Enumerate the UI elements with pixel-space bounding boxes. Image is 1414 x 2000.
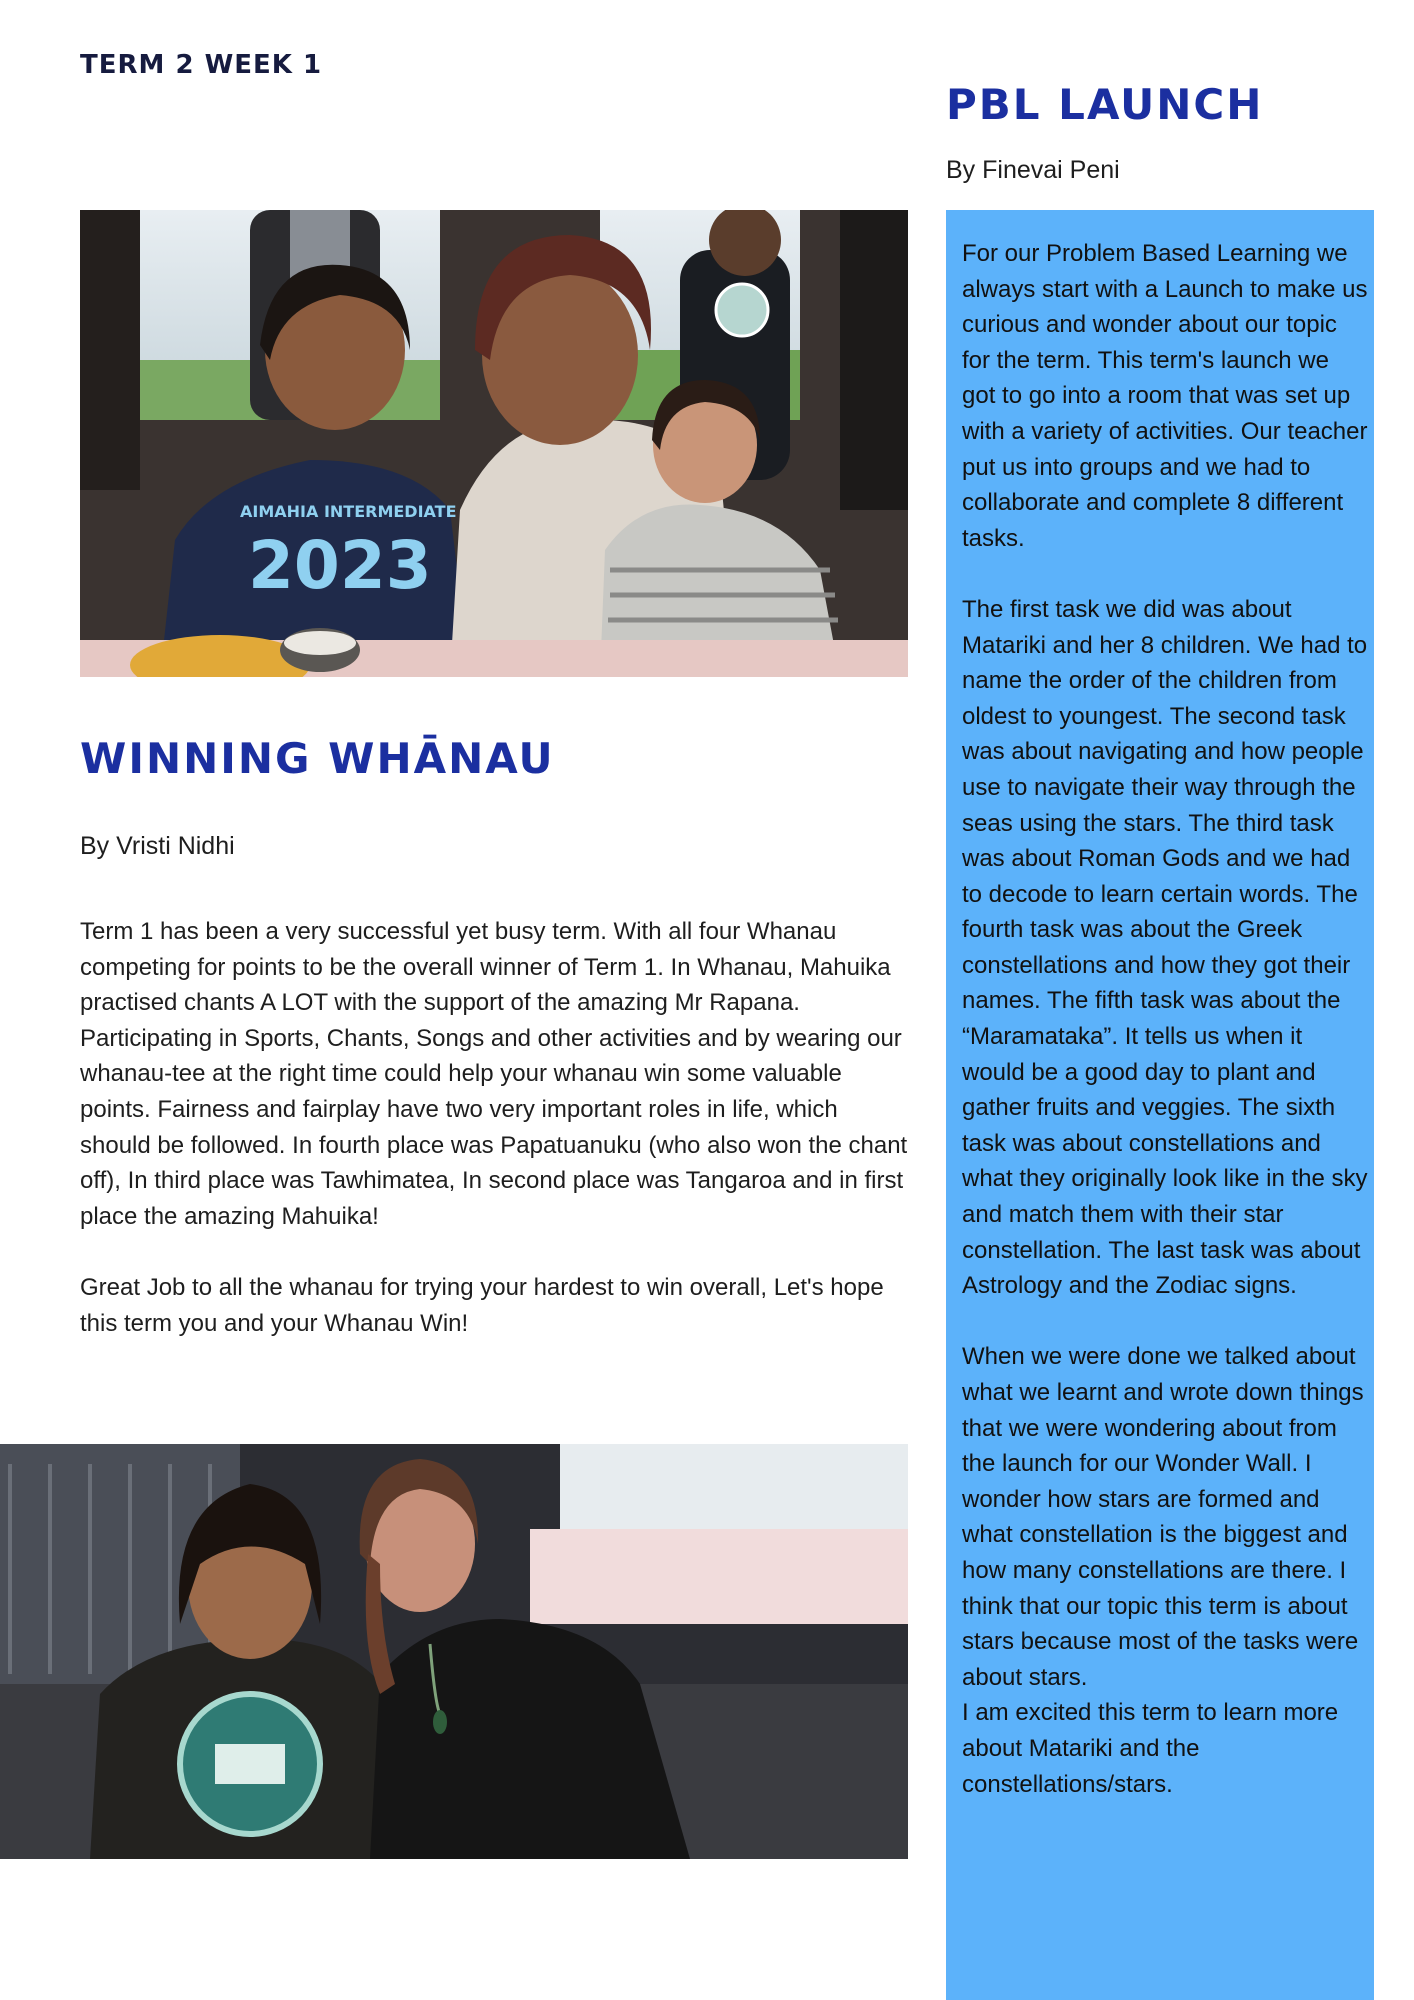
term-week-label: TERM 2 WEEK 1 [80, 50, 323, 80]
hoodie-school-text: AIMAHIA INTERMEDIATE [240, 502, 457, 521]
left-article-byline: By Vristi Nidhi [80, 832, 235, 860]
pbl-launch-article [962, 236, 1368, 1802]
hoodie-year-text: 2023 [248, 527, 432, 604]
article-paragraph: I am excited this term to learn more about Matariki and the constellations/stars. [962, 1699, 1339, 1798]
article-paragraph: For our Problem Based Learning we always start with a Launch to make us curious and wonder about our topic for the term. This term's launch we got to go into a room that was set up with a variety of activities. Our teacher put us into groups and we had to collaborate and complete 8 different tasks. [962, 240, 1368, 552]
winning-whanau-heading: WINNING WHĀNAU [80, 734, 555, 783]
family-photo-1 [80, 210, 908, 677]
article-paragraph: The first task we did was about Matariki and her 8 children. We had to name the order of the children from oldest to youngest. The second task was about navigating and how people use to navigate their way through the seas using the stars. The third task was about Roman Gods and we had to decode to learn certain words. The fourth task was about the Greek constellations and how they got their names. The fifth task was about the “Maramataka”. It tells us when it would be a good day to plant and gather fruits and veggies. The sixth task was about constellations and what they originally look like in the sky and match them with their star constellation. The last task was about Astrology and the Zodiac signs. [962, 595, 1368, 1300]
pbl-launch-heading: PBL LAUNCH [946, 80, 1264, 129]
article-paragraph: Term 1 has been a very successful yet busy term. With all four Whanau competing for points to be the overall winner of Term 1. In Whanau, Mahuika practised chants A LOT with the support of the amazing Mr Rapana. Participating in Sports, Chants, Songs and other activities and by wearing our whanau-tee at the right time could help your whanau win some valuable points. Fairness and fairplay have two very important roles in life, which should be followed. In fourth place was Papatuanuku (who also won the chant off), In third place was Tawhimatea, In second place was Tangaroa and in first place the amazing Mahuika! [80, 918, 908, 1230]
right-article-byline: By Finevai Peni [946, 156, 1120, 184]
article-paragraph: Great Job to all the whanau for trying your hardest to win overall, Let's hope this term you and your Whanau Win! [80, 1273, 884, 1337]
article-paragraph: When we were done we talked about what we learnt and wrote down things that we were wondering about from the launch for our Wonder Wall. I wonder how stars are formed and what constellation is the biggest and how many constellations are there. I think that our topic this term is about stars because most of the tasks were about stars. [962, 1343, 1364, 1691]
winning-whanau-article [80, 914, 914, 1377]
family-photo-2 [0, 1444, 908, 1859]
